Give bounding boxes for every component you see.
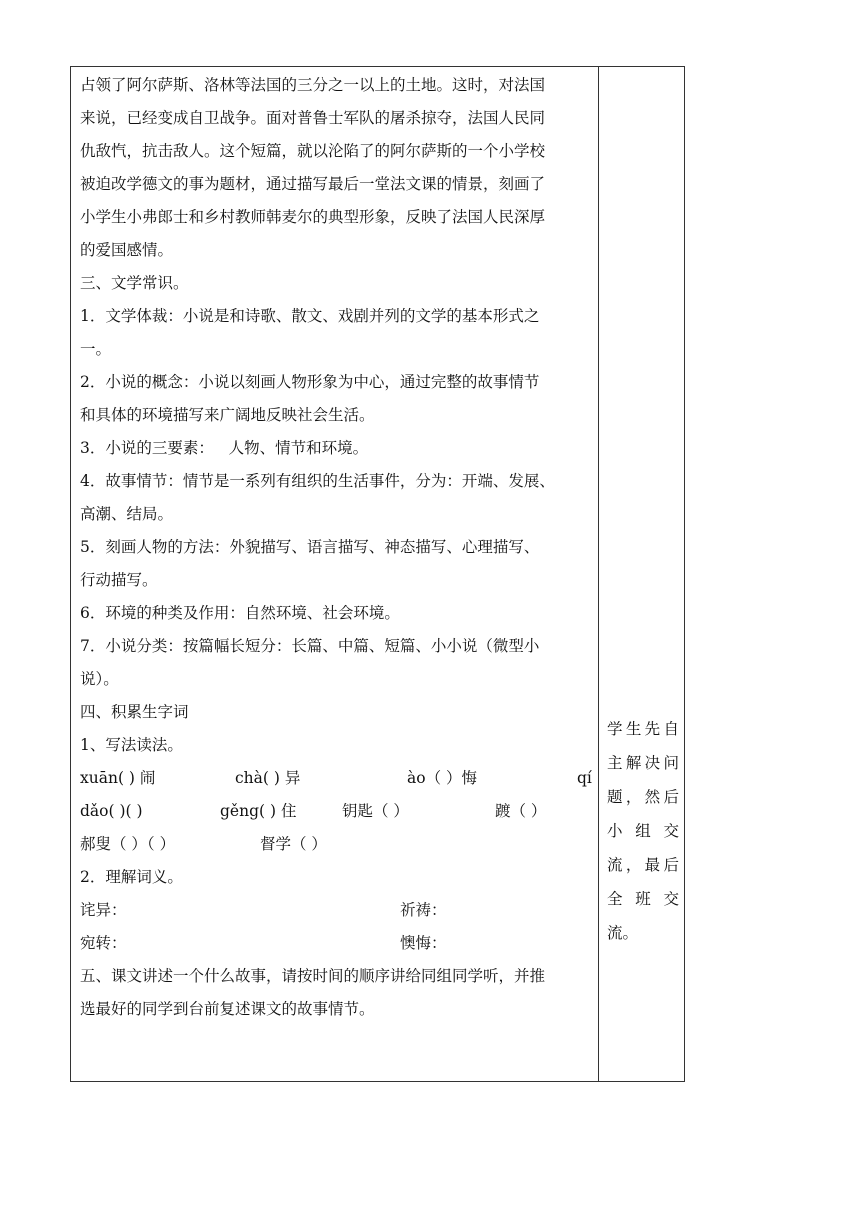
item-3-line-1: 3．小说的三要素： 人物、情节和环境。 — [80, 439, 369, 457]
intro-line: 占领了阿尔萨斯、洛林等法国的三分之一以上的土地。这时，对法国 — [80, 76, 546, 94]
side-column — [607, 712, 679, 950]
side-line: 学生先自 — [607, 720, 679, 738]
pinyin-entry: dǎo( )( ) — [80, 802, 143, 820]
main-column — [80, 69, 592, 1026]
item-1-line-1: 1．文学体裁：小说是和诗歌、散文、戏剧并列的文学的基本形式之 — [80, 307, 540, 325]
item-4-line-1: 4．故事情节：情节是一系列有组织的生活事件，分为：开端、发展、 — [80, 472, 555, 490]
intro-line: 的爱国感情。 — [80, 241, 174, 259]
pinyin-entry: qí — [577, 769, 592, 787]
lesson-table — [70, 66, 685, 1082]
definition-term: 懊悔： — [400, 934, 447, 952]
subsection-2-title: 2．理解词义。 — [80, 868, 183, 886]
definition-term: 诧异： — [80, 901, 127, 919]
side-line: 全 班 交 — [607, 890, 679, 908]
pinyin-entry: 钥匙（ ） — [342, 802, 409, 820]
item-5-line-2: 行动描写。 — [80, 571, 158, 589]
section-4-title: 四、积累生字词 — [80, 703, 189, 721]
item-2-line-2: 和具体的环境描写来广阔地反映社会生活。 — [80, 406, 375, 424]
item-5-line-1: 5．刻画人物的方法：外貌描写、语言描写、神态描写、心理描写、 — [80, 538, 540, 556]
intro-line: 仇敌忾，抗击敌人。这个短篇，就以沦陷了的阿尔萨斯的一个小学校 — [80, 142, 546, 160]
definition-term: 宛转： — [80, 934, 127, 952]
column-divider — [598, 67, 599, 1081]
intro-line: 小学生小弗郎士和乡村教师韩麦尔的典型形象，反映了法国人民深厚 — [80, 208, 546, 226]
pinyin-entry: xuān( ) 闹 — [80, 769, 156, 787]
item-1-line-2: 一。 — [80, 340, 112, 358]
side-line: 主解决问 — [607, 754, 679, 772]
pinyin-entry: 郝叟（ ）（ ） — [80, 835, 176, 853]
item-2-line-1: 2．小说的概念：小说以刻画人物形象为中心，通过完整的故事情节 — [80, 373, 540, 391]
pinyin-entry: chà( ) 异 — [235, 769, 301, 787]
pinyin-entry: ào（ ）悔 — [407, 769, 477, 787]
pinyin-entry: gěng( ) 住 — [220, 802, 297, 820]
definition-row-2 — [80, 927, 592, 960]
intro-line: 来说，已经变成自卫战争。面对普鲁士军队的屠杀掠夺，法国人民同 — [80, 109, 546, 127]
side-line: 小 组 交 — [607, 822, 679, 840]
definition-term: 祈祷： — [400, 901, 447, 919]
subsection-1-title: 1、写法读法。 — [80, 736, 183, 754]
side-line: 流。 — [607, 924, 639, 942]
item-7-line-2: 说）。 — [80, 670, 119, 688]
pinyin-row-3 — [80, 828, 592, 861]
side-line: 流，最后 — [607, 856, 679, 874]
item-4-line-2: 高潮、结局。 — [80, 505, 174, 523]
section-5-line-2: 选最好的同学到台前复述课文的故事情节。 — [80, 1000, 375, 1018]
pinyin-row-2 — [80, 795, 592, 828]
pinyin-row-1 — [80, 762, 592, 795]
section-5-line-1: 五、课文讲述一个什么故事，请按时间的顺序讲给同组同学听，并推 — [80, 967, 546, 985]
item-6-line-1: 6．环境的种类及作用：自然环境、社会环境。 — [80, 604, 400, 622]
pinyin-entry: 督学（ ） — [260, 835, 327, 853]
intro-line: 被迫改学德文的事为题材，通过描写最后一堂法文课的情景，刻画了 — [80, 175, 546, 193]
side-line: 题，然后 — [607, 788, 679, 806]
pinyin-entry: 踱（ ） — [495, 802, 547, 820]
item-7-line-1: 7．小说分类：按篇幅长短分：长篇、中篇、短篇、小小说（微型小 — [80, 637, 540, 655]
section-3-title: 三、文学常识。 — [80, 274, 189, 292]
definition-row-1 — [80, 894, 592, 927]
